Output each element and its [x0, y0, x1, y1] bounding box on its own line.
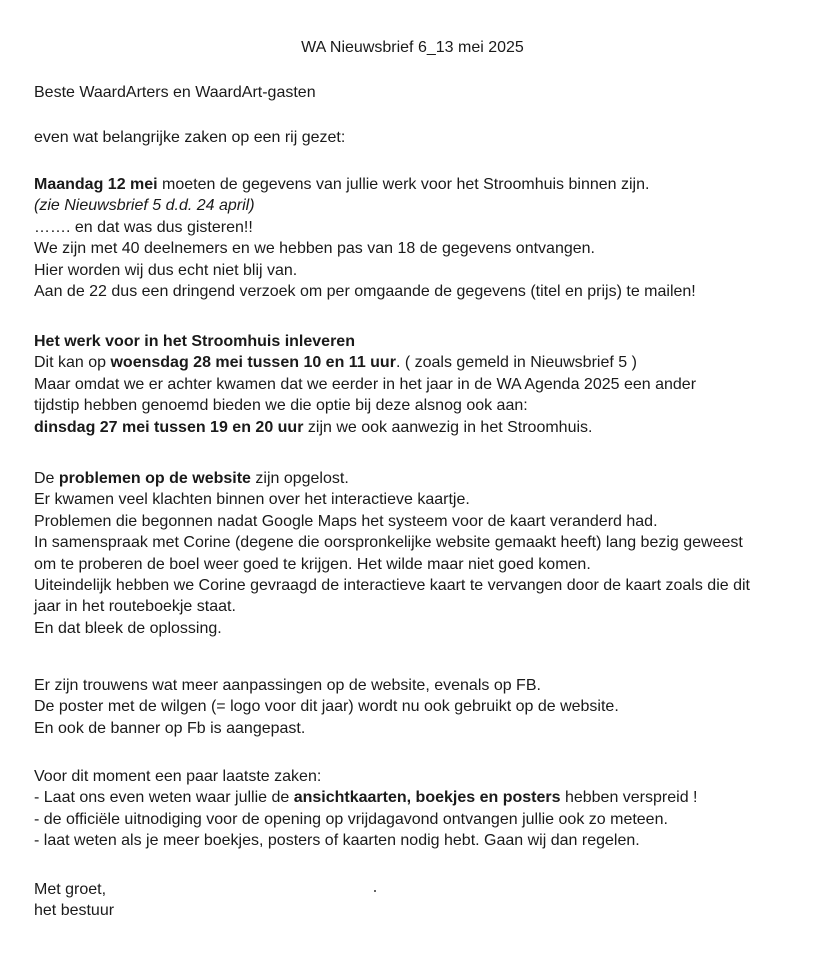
closing-line-1: Met groet, — [34, 881, 107, 898]
inleveren-line-3: tijdstip hebben genoemd bieden we die optie bij deze alsnog ook aan: — [34, 397, 528, 415]
deadline-line-6: Aan de 22 dus een dringend verzoek om per omgaande de gegevens (titel en prijs) te mailen! — [34, 282, 696, 300]
intro-text: even wat belangrijke zaken op een rij gezet: — [34, 129, 346, 146]
laatste-line-3: - de officiële uitnodiging voor de opening op vrijdagavond ontvangen jullie ook zo meteen. — [34, 810, 668, 828]
closing — [34, 879, 814, 922]
laatste-section — [34, 766, 814, 852]
greeting — [34, 82, 814, 103]
aanpassingen-line-2: De poster met de wilgen (= logo voor dit jaar) wordt nu ook gebruikt op de website. — [34, 698, 619, 716]
website-line-7: jaar in het routeboekje staat. — [34, 598, 236, 616]
website-line-4: In samenspraak met Corine (degene die oorspronkelijke website gemaakt heeft) lang bezig geweest — [34, 534, 743, 552]
promo-materials: ansichtkaarten, boekjes en posters — [293, 789, 561, 807]
newsletter-title: WA Nieuwsbrief 6_13 mei 2025 — [301, 39, 524, 56]
inleveren-line-1: Dit kan op woensdag 28 mei tussen 10 en 11 uur. ( zoals gemeld in Nieuwsbrief 5 ) — [34, 354, 637, 372]
laatste-line-1: Voor dit moment een paar laatste zaken: — [34, 768, 322, 785]
laatste-line-2: - Laat ons even weten waar jullie de ansichtkaarten, boekjes en posters hebben verspreid ! — [34, 789, 698, 807]
website-problems: problemen op de website — [58, 470, 251, 487]
deadline-line-1: Maandag 12 mei moeten de gegevens van jullie werk voor het Stroomhuis binnen zijn. — [34, 176, 650, 193]
deadline-date: Maandag 12 mei — [34, 176, 158, 193]
inleveren-date-2: dinsdag 27 mei tussen 19 en 20 uur — [34, 418, 304, 436]
website-section — [34, 468, 814, 639]
aanpassingen-line-3: En ook de banner op Fb is aangepast. — [34, 719, 306, 737]
deadline-line-4: We zijn met 40 deelnemers en we hebben pas van 18 de gegevens ontvangen. — [34, 240, 595, 258]
greeting-text: Beste WaardArters en WaardArt-gasten — [34, 84, 316, 101]
scan-speck — [374, 890, 376, 892]
website-line-3: Problemen die begonnen nadat Google Maps het systeem voor de kaart veranderd had. — [34, 512, 658, 530]
inleveren-heading: Het werk voor in het Stroomhuis inleveren — [34, 333, 355, 350]
inleveren-date-1: woensdag 28 mei tussen 10 en 11 uur — [110, 354, 396, 372]
aanpassingen-line-1: Er zijn trouwens wat meer aanpassingen op de website, evenals op FB. — [34, 677, 541, 694]
deadline-line-5: Hier worden wij dus echt niet blij van. — [34, 261, 298, 279]
inleveren-section — [34, 331, 814, 438]
intro — [34, 127, 814, 148]
website-line-1: De problemen op de website zijn opgelost. — [34, 470, 349, 487]
deadline-line-2 — [34, 195, 814, 216]
inleveren-line-2: Maar omdat we er achter kwamen dat we eerder in het jaar in de WA Agenda 2025 een ander — [34, 375, 697, 393]
aanpassingen-section — [34, 675, 814, 739]
reference-note: (zie Nieuwsbrief 5 d.d. 24 april) — [34, 197, 255, 215]
laatste-line-4: - laat weten als je meer boekjes, posters of kaarten nodig hebt. Gaan wij dan regelen. — [34, 832, 640, 850]
website-line-5: om te proberen de boel weer goed te krijgen. Het wilde maar niet goed komen. — [34, 555, 591, 573]
deadline-line-3: ……. en dat was dus gisteren!! — [34, 218, 253, 236]
website-line-2: Er kwamen veel klachten binnen over het interactieve kaartje. — [34, 491, 470, 509]
website-line-8: En dat bleek de oplossing. — [34, 619, 222, 637]
inleveren-line-4: dinsdag 27 mei tussen 19 en 20 uur zijn we ook aanwezig in het Stroomhuis. — [34, 418, 593, 436]
closing-signature: het bestuur — [34, 902, 115, 920]
deadline-section — [34, 174, 814, 302]
website-line-6: Uiteindelijk hebben we Corine gevraagd de interactieve kaart te vervangen door de kaart zoals die dit — [34, 576, 750, 594]
